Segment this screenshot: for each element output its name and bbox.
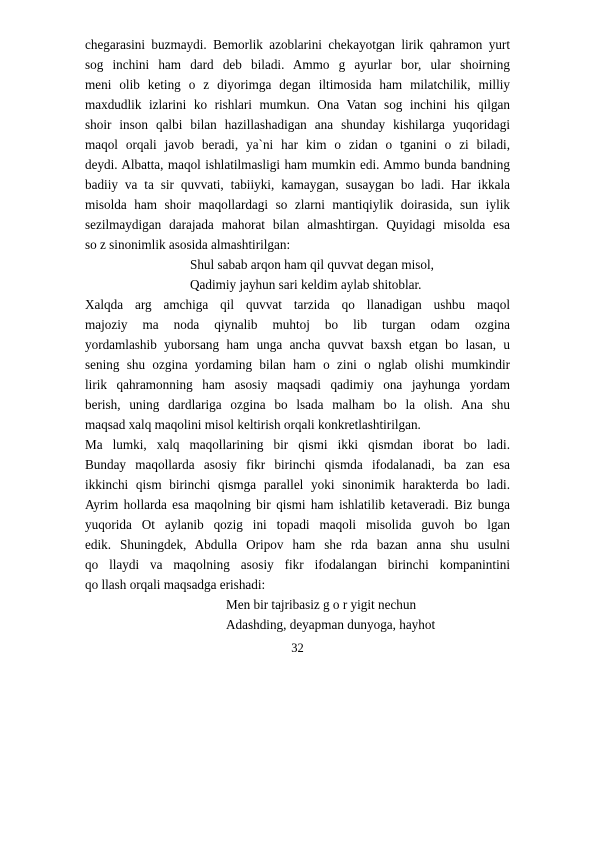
text-line: misolda ham shoir maqollardagi so zlarni mantiqiylik doirasida, sun iylik bbox=[85, 197, 510, 212]
text-line: shoir inson qalbi bilan hazillashadigan ana shunday kishilarga yuqoridagi bbox=[85, 117, 510, 132]
quote-line: Qadimiy jayhun sari keldim aylab shitoblar. bbox=[190, 277, 422, 292]
text-line: yuqorida Ot aylanib qozig ini topadi maqoli misolida guvoh bo lgan bbox=[85, 517, 510, 532]
text-line: ikkinchi qism birinchi qismga parallel yoki sinonimik harakterda bo ladi. bbox=[85, 477, 510, 492]
text-line: qo llaydi va maqolning asosiy fikr ifodalangan birinchi kompanintini bbox=[85, 557, 510, 572]
quote-line: Adashding, deyapman dunyoga, hayhot bbox=[226, 617, 436, 632]
text-line: Xalqda arg amchiga qil quvvat tarzida qo llanadigan ushbu maqol bbox=[85, 297, 510, 312]
text-line: chegarasini buzmaydi. Bemorlik azoblarini chekayotgan lirik qahramon yurt bbox=[85, 37, 510, 52]
text-line: maxdudlik izlarini ko rishlari mumkun. Ona Vatan sog inchini his qilgan bbox=[85, 97, 510, 112]
text-line: lirik qahramonning ham asosiy maqsadi qadimiy ona jayhunga yordam bbox=[85, 377, 510, 392]
text-line: qo llash orqali maqsadga erishadi: bbox=[85, 577, 266, 592]
text-line: Ayrim hollarda esa maqolning bir qismi ham ishlatilib ketaveradi. Biz bunga bbox=[85, 497, 510, 512]
text-line: badiiy va ta sir quvvati, tabiiyki, kamaygan, susaygan bo ladi. Har ikkala bbox=[85, 177, 510, 192]
text-line: sening shu ozgina yordaming bilan ham o zini o nglab olishi mumkindir bbox=[85, 357, 510, 372]
quote-line: Men bir tajribasiz g o r yigit nechun bbox=[226, 597, 417, 612]
text-line: sezilmaydigan darajada mahorat bilan almashtirgan. Quyidagi misolda esa bbox=[85, 217, 510, 232]
text-line: deydi. Albatta, maqol ishlatilmasligi ham mumkin edi. Ammo bunda bandning bbox=[85, 157, 510, 172]
quote-line: Shul sabab arqon ham qil quvvat degan misol, bbox=[190, 257, 434, 272]
text-line: so z sinonimlik asosida almashtirilgan: bbox=[85, 237, 291, 252]
page-number: 32 bbox=[291, 641, 304, 655]
text-line: berish, uning dardlariga ozgina bo lsada malham bo la olish. Ana shu bbox=[85, 397, 510, 412]
text-line: maqol orqali javob beradi, ya`ni har kim o zidan o tganini o zi biladi, bbox=[85, 137, 510, 152]
text-line: edik. Shuningdek, Abdulla Oripov ham she rda bazan anna shu usulni bbox=[85, 537, 510, 552]
text-line: yordamlashib yuborsang ham unga ancha quvvat baxsh etgan bo lasan, u bbox=[85, 337, 510, 352]
text-line: majoziy ma noda qiynalib muhtoj bo lib turgan odam ozgina bbox=[85, 317, 510, 332]
text-line: Ma lumki, xalq maqollarining bir qismi ikki qismdan iborat bo ladi. bbox=[85, 437, 510, 452]
text-line: Bunday maqollarda asosiy fikr birinchi qismda ifodalanadi, ba zan esa bbox=[85, 457, 510, 472]
text-line: sog inchini ham dard deb biladi. Ammo g ayurlar bor, ular shoirning bbox=[85, 57, 510, 72]
text-line: meni olib keting o z diyorimga degan iltimosida ham milatchilik, milliy bbox=[85, 77, 510, 92]
text-line: maqsad xalq maqolini misol keltirish orqali konkretlashtirilgan. bbox=[85, 417, 421, 432]
